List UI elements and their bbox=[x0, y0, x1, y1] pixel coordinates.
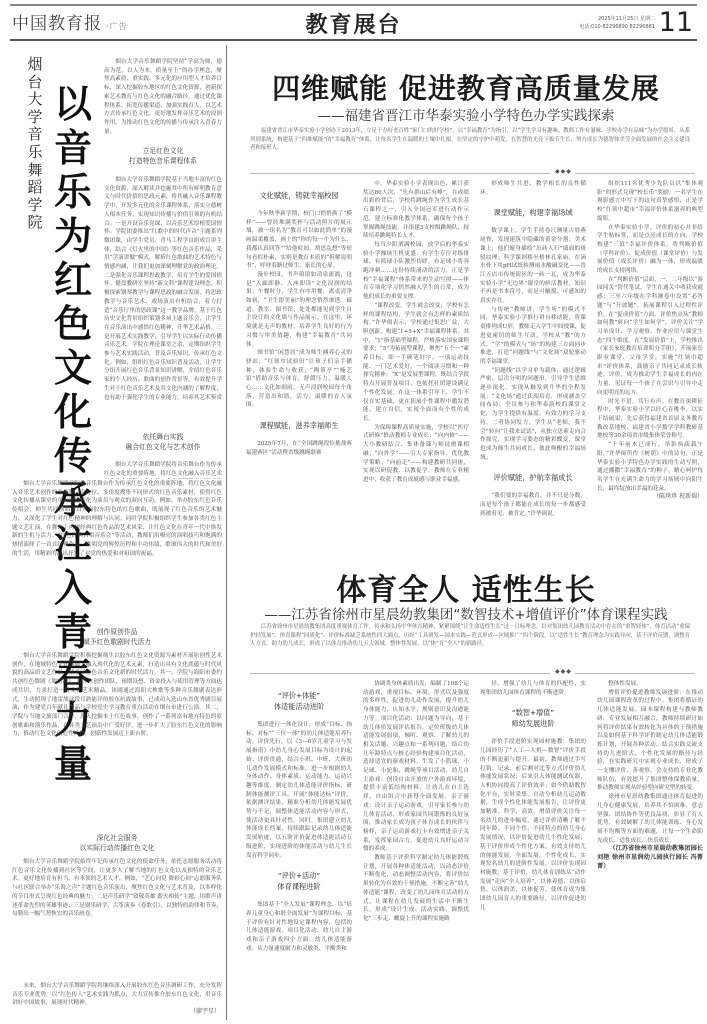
paragraph: 中，华泰实验小学表现出色，累计获奖达80人次，“先有群山后有峰”，在成绩出彩的背后，学校将跳绳作为学生成长基石课程之一，引入全国冠军进行动作示范，建立标准化教学体系，确保每个孩子掌握跳绳技能，并组建3支校级跳绳队，持续培养跳绳特长人才。 bbox=[363, 181, 469, 240]
paragraph: 组织111名优秀少先队员以“集体观影”的形式兑现“校长币”奖励，一名学生在观影感言中写下的这句真挚感悟，正是学校“红领中超市”幸福评价体系滋养的典型缩影。 bbox=[597, 181, 703, 222]
heading-line: 打造特色音乐课程体系 bbox=[129, 157, 197, 165]
text-column bbox=[480, 680, 586, 1018]
page-number: 11 bbox=[658, 7, 693, 38]
paragraph: “课程改变，学生就会改变；学校有怎样的课程结构，学生就会有怎样的素质结构。”许华闽表示，学校通过集思广益，大胆创新，构建“1+5+X”幸福课程体系。其中，“1”指基础型课程，严格落实国家课程要求；“5”为拓展型课程，聚焦“五个一”素养目标，即一手硬笔好字、一项运动技能、一门艺术爱好、一个阅读习惯和一种探究精神；“X”是发展型课程，既结合学段特点开展普及项目，也依托社团建设满足个性化发展。在这一体系引导下，学生不仅在实基础，更在拓展个性课程中激发潜能、建立自信，实现全面而有个性的成长。 bbox=[363, 302, 469, 422]
left-section-text-2a: 烟台大学音乐舞蹈学院将音乐舞台作为传承红色文化的重要阵地，将红色文化融入音乐艺术 bbox=[104, 462, 222, 477]
ornament-dots: ◆◆◆ bbox=[555, 168, 572, 175]
paragraph: 图书馆“闲慧居”成为师生涵养心灵的驿站；“红领巾试验田”让孩子们亲手播种，体验生命与收获；“陶笛亭”“掩艺馆”借助音乐与体育，舒缓压力，温暖人心……文化如细雨，无声浸润校园每个角落，营造出和谐、活力、温暖的育人氛围。 bbox=[246, 350, 352, 409]
heading-line: 立足红色文化 bbox=[142, 147, 184, 155]
issue-date: 2025年11月25日 星期二 bbox=[597, 16, 655, 22]
text-column bbox=[597, 180, 703, 538]
heading-line: 以实际行动传播红色文化 bbox=[79, 844, 155, 852]
paragraph: 在“判断价值”层面，一、二年级以“游园闯关”替代笔试，学生在通关中收获成就感；三至六年级在学科测卷中设置“必答题”与“开放题”，拓展课程引入过程性评价。在“促成价值”方面，评价焦点从“教师如何教”转向“学生如何学”，评价关注“学习单设计、学习观察、作业应用与课堂生态”四个维度。在“发展价值”上，学校推出《家长家庭教育培训积分手册》，开展家长职业课堂、父母学堂，实施“红领巾超市”评价体系，鼓励亲子共同记录成长轨迹。评价，成为推动学生幸福成长的内在力量，见证每一个孩子在尝识与引导中走向更明亮的远方。 bbox=[597, 276, 703, 396]
heading-line: 创作原创作品 bbox=[96, 628, 138, 636]
subsection-heading: “数智+增值” 师幼发展进阶 bbox=[511, 708, 555, 729]
left-article-author: （廖宇星） bbox=[190, 1008, 221, 1015]
date-info bbox=[579, 15, 655, 31]
paragraph: 形成师生共进、教学相长的良性循环。 bbox=[480, 181, 586, 196]
heading-line: 深化社会服务 bbox=[96, 834, 138, 842]
byline: （陈珍珍 祝新瑞） bbox=[653, 493, 703, 501]
text-column bbox=[363, 180, 469, 538]
paragraph: 协调类身体素质出发，编制了108个运动游戏，重视目标、环境、形式以及强度的多样性，促进幼儿动作发展，提升幼儿身体能力、认知水平、规则意识及沟通能力等。项目化活动：以问题为导向，基于幼儿体质发展评估报告，定位班级幼儿体适能发展弱项，倾听、观察、了解幼儿的相关话题、兴趣点和一系列问题，结合幼儿年龄特点与核心经验构建项目化活动，选择适宜的游戏材料，生发了小篮球、小足球、小轮胎、跳绳等项目活动。幼儿自主游戏：创设自由开放的户外游戏环境，提供丰富低结构材料，让幼儿在自主选择、自由组合中获得全面发展。亲子游戏：设计亲子运动游戏，引导家长参与幼儿体育活动，形成家园共同锻炼的良好氛围，推动家长成为孩子体育成长的伙伴与榜样，亲子运动游戏打卡有效增进亲子关系，发挥家园合力，促进幼儿良好运动习惯的养成。 bbox=[363, 681, 469, 853]
paragraph: 时光不语，笃行有声。在教育深耕征程中，华泰实验小学以匠心育桃李，以实干结硕果，先后获得福建省首届义务教育教改基地校、福建省小学数学学科教研基地校等30余项省市级集体荣誉称号。 bbox=[597, 398, 703, 440]
masthead-name: 中国教育报 bbox=[12, 14, 102, 34]
text-column bbox=[480, 180, 586, 538]
paragraph: 集团基于“全人发展”课程理念，以“培养儿童身心和谐全面发展”为课程目标，基于评价有针对性地设定课程内容，包括幼儿体适能游戏、项目化活动、幼儿自主游戏和亲子游戏四个方面。幼儿体适能游戏：从力量速度耐力和灵敏类、平衡类和 bbox=[246, 902, 352, 952]
article-1-intro: 福建省晋江市华泰实验小学创办于2013年，立足于办好老百姓“家门口的好学校”，以“幸福教育”为指引，以“学生学习有趣味、教师工作有滋味、学校办学有品味”为办学愿景，从系列到系统，构建基于“四维赋能”的“幸福教育”体系，让每名学生在温暖的土壤中扎根，在坚定的守护中萌发，在智慧的光亮下拔节生长，努力成长为德智体美劳全面发展的社会主义建设者和接班人。 bbox=[250, 128, 690, 152]
subsection-heading: 文化赋能，铸就幸福校园 bbox=[259, 191, 339, 200]
paragraph: 与传统“教师讲、学生听”的模式不同，华泰实验小学推行讲台移动能，将课桌排列成U形，教师走入学生中间授课，促进更密切的师生互动。学校从“教”的方式、“学”的模式与“场”的构建三方面同步推进，打造“问题线”与“文化场”双轮驱动的幸福课堂。 bbox=[480, 306, 586, 365]
column-divider bbox=[226, 45, 227, 1020]
divider-rule bbox=[250, 173, 550, 174]
paragraph: 增值评价促进教师发展进阶：在推动幼儿园课程改革的过程中，集团将循证幼儿体适能发展、园本课程构建与教师教研、专业发展相互融合。教师持续研讨如何将评价结果有效转化为具体的干预措施以及如何基于科学评价制定幼儿体适能锻炼计划，开展各种活动，结合实践交流支持幼儿进阶式、个性化发展的路径与经验，在实践研究中实现专业成长，形成了一支懂评价、善观察、会支持的专业化教师队伍，有效提升了集团整体保教质量，推动教师实现从经验型向研究型的转变。 bbox=[597, 689, 703, 792]
paragraph: 径，增强了幼儿与体育的匹配性，实现集团幼儿园体育课程的不断进阶。 bbox=[480, 681, 586, 696]
left-article-intro: 烟台大学音乐舞蹈学院坚持“学高为师，德高为范，以人为本，质量至上”的办学理念，聚焦高素质、重实践、多元化的应用型人才培养目标，深入挖掘胶东地区的红色文化资源，创新探索艺术教育与红色文化的融合路径，通过优化课程体系、拓宽传播渠道、加强实践育人，以艺术方式传承红色文化，更好地发挥音乐艺术的浸润作用，为推动红色文化的传播与传承注入青春力量。 bbox=[104, 59, 222, 135]
left-section-heading-1 bbox=[104, 146, 222, 166]
paragraph: 教师基于评价科学制定幼儿体能锻炼计划，开展各种体适能活动，以动态评价不断优化，动态调整活动内容，将评价结果转化为有效的干预措施，不断完善“幼儿体适能”课程，改变了幼儿园体育活动的方式，让课程在幼儿发展的生活中不断生长，形成“设计生成、活动实践、调整优化”三步走、螺旋上升的课程实施路 bbox=[363, 855, 469, 922]
article-2-intro: 江苏省徐州市星晨幼教集团高度重视体育工作，传承和弘扬中华体育精神，紧紧围绕“让生命适性生长”这一目标理念，针对集团幼儿园教育活动中存在的“重智轻体”、体育活动“重保护轻发展”、体育课程“同质化”、评价标准缺乏系统性四大痛点，历经“工具研发—园本实践—范式形成—区域推广”四个阶段，以“适性生长”教育理念为实践导向，基于评价反馈，调整育人方式，助力幼儿成长，形成了以体育推动幼儿五大领域、整体性发展，以“体”育“全人”的新路径。 bbox=[250, 624, 690, 648]
top-rule bbox=[10, 4, 697, 6]
left-section-text-2: 烟台大学音乐舞蹈学院将音乐舞台作为传承红色文化的重要阵地，将红色文化融入音乐艺术创作的全流程，全方位、多角度搜集不同形式的红色音乐素材，使得红色文化传播从课堂的单向灌输转化为演员与观众的双向互动。例如，举办胶东红色音乐传唱会，师生共同演唱多首具有胶东特色的红色歌曲，既展现了红色音乐的艺术魅力，又深化了学生对红色精神的理解与认同。同时学院积极组织学生参加各类红色主题文艺汇演，在舞台上再现经典红色作品的艺术风采，让红色文化在青年一代中焕发新的生机与活力。“红色经典合唱音乐会”等活动，教师们用嘹亮的演唱技巧和饱满的热情演绎了一首首经典作品，歌唱党的辉煌历程和丰功伟绩，歌颂伟大的时代和美好的生活，用精彩的演出抒发了对党的热爱和对祖国的祝福。 bbox=[12, 481, 222, 557]
text-column bbox=[246, 680, 352, 1018]
ornament-dots: ◆◆◆ bbox=[555, 668, 572, 675]
left-section-text-4b: 未来，烟台大学音乐舞蹈学院将继续深入开展胶东红色音乐调研工作，充分发挥音乐专业优势，以“红色传人”艺术实践为抓点，大力宣传推介胶东红色文化，用音乐讲好中国故事，展现时代精神。 bbox=[12, 983, 222, 1007]
paragraph: 数学课上，学生手持卷尺测量古厝燕尾脊，发现建筑中隐藏的黄金分割；美术课上，他们俯身描绘“出砖入石”墙面的斑驳纹理；科学课则移至梧林孔家庙，在滴水骨下用pH试纸检测雨水酸碱变化——晋江五店市传统街区的一砖一瓦，成为华泰实验小学“无边界”课堂的鲜活教材，知识不再是书本符号，而是可触摸、可感知的真实存在。 bbox=[480, 228, 586, 305]
paragraph: 整体性发展。 bbox=[608, 681, 642, 687]
left-section-heading-4 bbox=[12, 833, 222, 853]
left-article-title: 以音乐为红色文化传承注入青春力量 bbox=[53, 82, 92, 786]
paragraph: 在华泰实验小学，评价的初心并非给学生贴标签，而是点亮成长的方向。学校构建“三值”幸福评价体系，将判断价值（学科评价）、促成价值（课堂评价）与发展价值（成长评价）融为一体，形成温暖的成长支持网络。 bbox=[597, 224, 703, 275]
paragraph: 为保障课程高质量实施，学校以“医疗式研修”推动教师专业成长；“向内修”——大小教研结合、集体备课与师徒磨课相融；“向外学”——引人专家指导、优化教学策略；“向前走”——构建教研共同体，实现以研促教、以教促学。教师在专业精进中，收获了教育成就感与职业幸福感。 bbox=[363, 424, 469, 483]
left-section-text-4: 烟台大学音乐舞蹈学院始终牢记传承红色文化的使命任务，依托志愿服务活动将红色音乐文化传播到社区等空间，让更多人了解当地的红色文化以及独特的音乐艺术。更好地培育有担当、有本领的艺术人才。例如，“艺心向党 舞彩心间”志愿服务队与社区联合举办“乐海之声”主题红色音乐演出，聚焦红色文化与艺术普及，以多样化的节目形式呈现红色经典的魅力；二是声乐研学“致敬英雄 薪火相传”主题，用歌声讲述革命先烈的英雄事迹；三是器乐研学，古筝演奏《卷歌引》，以独特的韵律和节奏，勾勒出一幅气势恢宏的音乐画卷。 bbox=[12, 859, 222, 918]
paragraph: 集团进行一体化设计，形成“目标、指标、对标”“三位一体”的幼儿体适能培养行动。评价先行，以《3—6岁儿童学习与发展指南》中幼儿身心发展目标为设计的起始；评价贯通，结合小班、中班、大班幼儿动作发展模式和标准，进一步根据幼儿身体动作、身体素质、运动能力、运动兴趣等维度，制定幼儿体适能评价指标，研制体能测评工具，开展“体能达标”评价。依据测评结果，精准分析幼儿体能发展优势与不足，调整体适能活动内容与形式，使活动更具针对性。同时，集团建立幼儿体能成长档案，持续跟踪记录幼儿体适能发展轨迹，以五阶评价促进体适能活动五级进阶，实现进阶的体能活动与幼儿生长发育科学同步。 bbox=[246, 722, 352, 859]
article-1-subtitle: ——福建省晋江市华泰实验小学特色办学实践探索 bbox=[317, 108, 615, 124]
left-section-text-3: 烟台大学音乐舞蹈学院积极挖掘师生以胶东红色文化资源为素材开展原创性艺术创作，在地域特色文化基础上融入现代化的艺术元素，打造出具有文化底蕴与时代风貌的高品质文艺作品，赋予了红色音乐文化新的时代活力。其一，学院与海阳市委约共创红色舞剧《地雷战》，双方在创作团队、预期设想、资金投入与使用管理等方面达成共识，力求打造一批文化艺术精品。该剧通过海阳大秧歌等多种音乐舞剧表达形式，生动照现了地雷战这段耳熟能详的胶东抗战故事，已成功入选山东省优秀剧目展演，作为建党百年献礼作品与学校党史学习教育重点活动在烟台市进行公演。其二，学院与当地文旅部门合作，深入挖掘本土红色故事，创作了一系列富有地方特色的原创歌曲和器乐作品，在各类文艺演出中广受好评，进一步扩大了胶东红色文化的影响力，推动红色文化创造性转化、创新性发展迈上新台阶。 bbox=[12, 653, 222, 738]
subsection-heading: 评价赋能，护航幸福成长 bbox=[493, 473, 573, 483]
text-column bbox=[246, 180, 352, 538]
text-column bbox=[363, 680, 469, 1018]
paragraph: 漫步校园，书声琅琅如清泉流淌，这是“入廊即静、入座即读”文化浸润的结果；午餐时分，学生有序用餐、离桌清净如初，“卫生即美丽”的理念悄然渗透。廊道、教室、图书馆，处处都能见到学生自主设计的文化墙与作品展示。在这里，环境就是无声的教材，培养学生良好的行为习惯与审美情趣，构建“幸福教育”共同体。 bbox=[246, 271, 352, 348]
left-section-heading-3 bbox=[12, 627, 222, 647]
header-rule bbox=[10, 39, 697, 41]
paragraph: 今年秋季新学期，校门口悄悄换了“模样”——曾经堆满奖杯与活动照片的展示墙，被一组名为“教育可以如此简单”的漫画温柔覆盖，画上的“你的每一个为什么，我都认真回答”“给他时间，胡思乱想”等短句看似朴素，实则是教育本质的“拆解说明书”，呼呼着路过师生、家长的心扉。 bbox=[246, 211, 352, 270]
paragraph: “问题线”以学习单为载体，通过逻辑严密、层次分明的问题串，引导学生思维逐步深化，实现从触发到升华的全程发展；“文化场”通过氏阅培育，形成涵盖空间布局、全员参与和华泰韵校的课堂文化，为学生提供有温度、有效力的学习支持。二者协同发力，学生从“老师，我不会”转向“让我来试试”，从独立思索走向合作探究，实现学习姿态的精彩蝶变，课堂也成为师生共同成长、彼此唤醒的幸福场域。 bbox=[480, 367, 586, 461]
left-article-org: 烟台大学音乐舞蹈学院 bbox=[27, 55, 43, 232]
paragraph: 2025年7月，在“全国跳绳段位挑战赛福建赛区”活动暨省级跳绳联赛 bbox=[246, 441, 352, 456]
divider-rule bbox=[250, 673, 550, 674]
paragraph: 每当夕阳洒满校园，放学后的华泰实验小学操场生机更盛：有学生专注对练排球，有篮球小队激烈切磋，有足球小将奔跑冲刺……这份持续涌动的活力，正是学校“幸福课程”体系带来的生动写照——体育专项化学习悄然融入学生的日常，成为他们成长的重要支撑。 bbox=[363, 241, 469, 301]
byline: （江苏省徐州市星晨幼教集团园长 刘艳 徐州市星润幼儿园执行园长 冯菁菁） bbox=[597, 845, 703, 870]
paragraph: 徐州市星晨幼教集团通过体育促进幼儿身心健康发展，培养其不怕困难、意志坚强、团结协作等优良品质，彰显了育人优势，有效破解了幼儿体能训练、身心发展不均衡等方面的难题，让每一个生命阳光成长、适性成长、快乐成长。 bbox=[597, 794, 703, 844]
article-2-subtitle: ——江苏省徐州市星晨幼教集团“数智技术+增值评价”体育课程实践 bbox=[264, 607, 668, 623]
section-title: 教育展台 bbox=[305, 12, 402, 38]
masthead-tag: ·广告 bbox=[106, 22, 128, 31]
left-section-text-1: 烟台大学音乐舞蹈学院基于当地丰富的红色文化资源，深入解读并挖掘其中所有鲜明教育意义与时代价值的思政元素，将其融入音乐课程教学中，开发多元化的音乐课程体系，落实立德树人根本任务，实现知识传播与价值引领的有机结合。一是开设音乐党课，以音乐艺术厚植爱国情怀。学院团委推出“红歌中的时代声音”主题系列微团课，由学生党员、青马工程学员组成宣讲主体，结合《灯火里的中国》等红色音乐作品，采用“学演讲做”模式，解析红色歌曲的艺术特色与情感内涵，让我们更加深刻理解党的政治理论。二是强化音乐课程思政教学，培育学生的爱国情怀。健盘教研室坚持“新文科”课程建设理念，积极探索钢琴教学与课程思政的融合发展，将思政教学与音乐艺术、戏场演出有机结合，着力打造“音乐厅里的思政课”这一教学品牌。基于红色历史文化背景组织策划多场主题音乐会，让学生在音乐演出中感悟红色精神，升华艺术品格。三是开展艺术实践教学，引导学生以实际行动传播音乐艺术。学院在理论课堂之余，定期组织学生参与艺术实践活动，普及音乐知识，传承红色文化。例如，组织红色音乐知识普及活动，让学生分组开展红色音乐背景知识讲解，介绍红色音乐家的个人经历、歌曲的创作背景等，有效提升学生对于红色音乐艺术及其文化内涵的了解程度，也有助于强化学生的专业能力，培养其艺术鉴赏 bbox=[104, 177, 222, 401]
subsection-heading: “评价+体能” 体适能活动进阶 bbox=[273, 691, 325, 711]
heading-line: 融合红色文化与艺术创作 bbox=[125, 443, 201, 451]
divider-rule bbox=[575, 173, 695, 174]
text-column bbox=[597, 680, 703, 1018]
paragraph: “我们要的幸福教育，并不只是分数，而是每个孩子都能在成长的每一步都感受到被看见、被肯定。”许华闽说。 bbox=[480, 493, 586, 517]
heading-line: 赋予红色歌剧时代活力 bbox=[83, 638, 151, 646]
left-section-heading-2 bbox=[104, 432, 222, 452]
paragraph: “十年前木已成行，举影执疏载午阳。”许华闽所作《树荫》中的诗句，正是华泰实验小学特色办学实践的生动写照，通过播撒“幸福教育”的种子，精心呵护每名学生在充满生命力的学习场域中向阳生长，最终绽放出幸福的花朵。 bbox=[597, 442, 703, 492]
article-2-title: 体育全人 适性生长 bbox=[336, 573, 596, 608]
subsection-heading: 课堂赋能，构建幸福场域 bbox=[493, 208, 573, 218]
subsection-heading: “评价+活动” 体育课程进阶 bbox=[277, 871, 321, 892]
phone-number: 电话:010-82296890 82296881 bbox=[579, 24, 655, 30]
heading-line: 依托舞台实践 bbox=[142, 433, 184, 441]
article-1-title: 四维赋能 促进教育高质量发展 bbox=[272, 72, 660, 105]
subsection-heading: 课程赋能，滋养幸福师生 bbox=[259, 421, 339, 431]
divider-rule bbox=[575, 673, 695, 674]
paragraph: 评价手段进阶实现园材施教：集团幼儿园经历了“人工—人机—数智”评价手段的不断更新与提升。最初，教师通过手写打钩、记录、前后测对比等方式评价幼儿体能发展状况；后来引入体能测试仪器，人机协同提高了评价效率；如今借助数智化平台，实时采集、自动分析幼儿运动数据，生成个性化体能发展报告，让评价更加精准、科学、高效。增值评价关注每一名幼儿的进步幅度，通过评价清晰了解不同年龄、不同个性、不同特点的幼儿身心发展情况，以评价促进幼儿个性化发展；基于评价形成个性化方案，有效支持幼儿的体能发展，全面发展，个性化成长，实现每名幼儿的进阶性发展，以评价实现因材施教；基于评价，幼儿体育训练从“动作发展”走向“全人培养”，以体养德、以体启智、以体润美、以体促劳，使体育成为集团幼儿园育人的重要路径，以评价促进幼儿 bbox=[480, 739, 586, 911]
